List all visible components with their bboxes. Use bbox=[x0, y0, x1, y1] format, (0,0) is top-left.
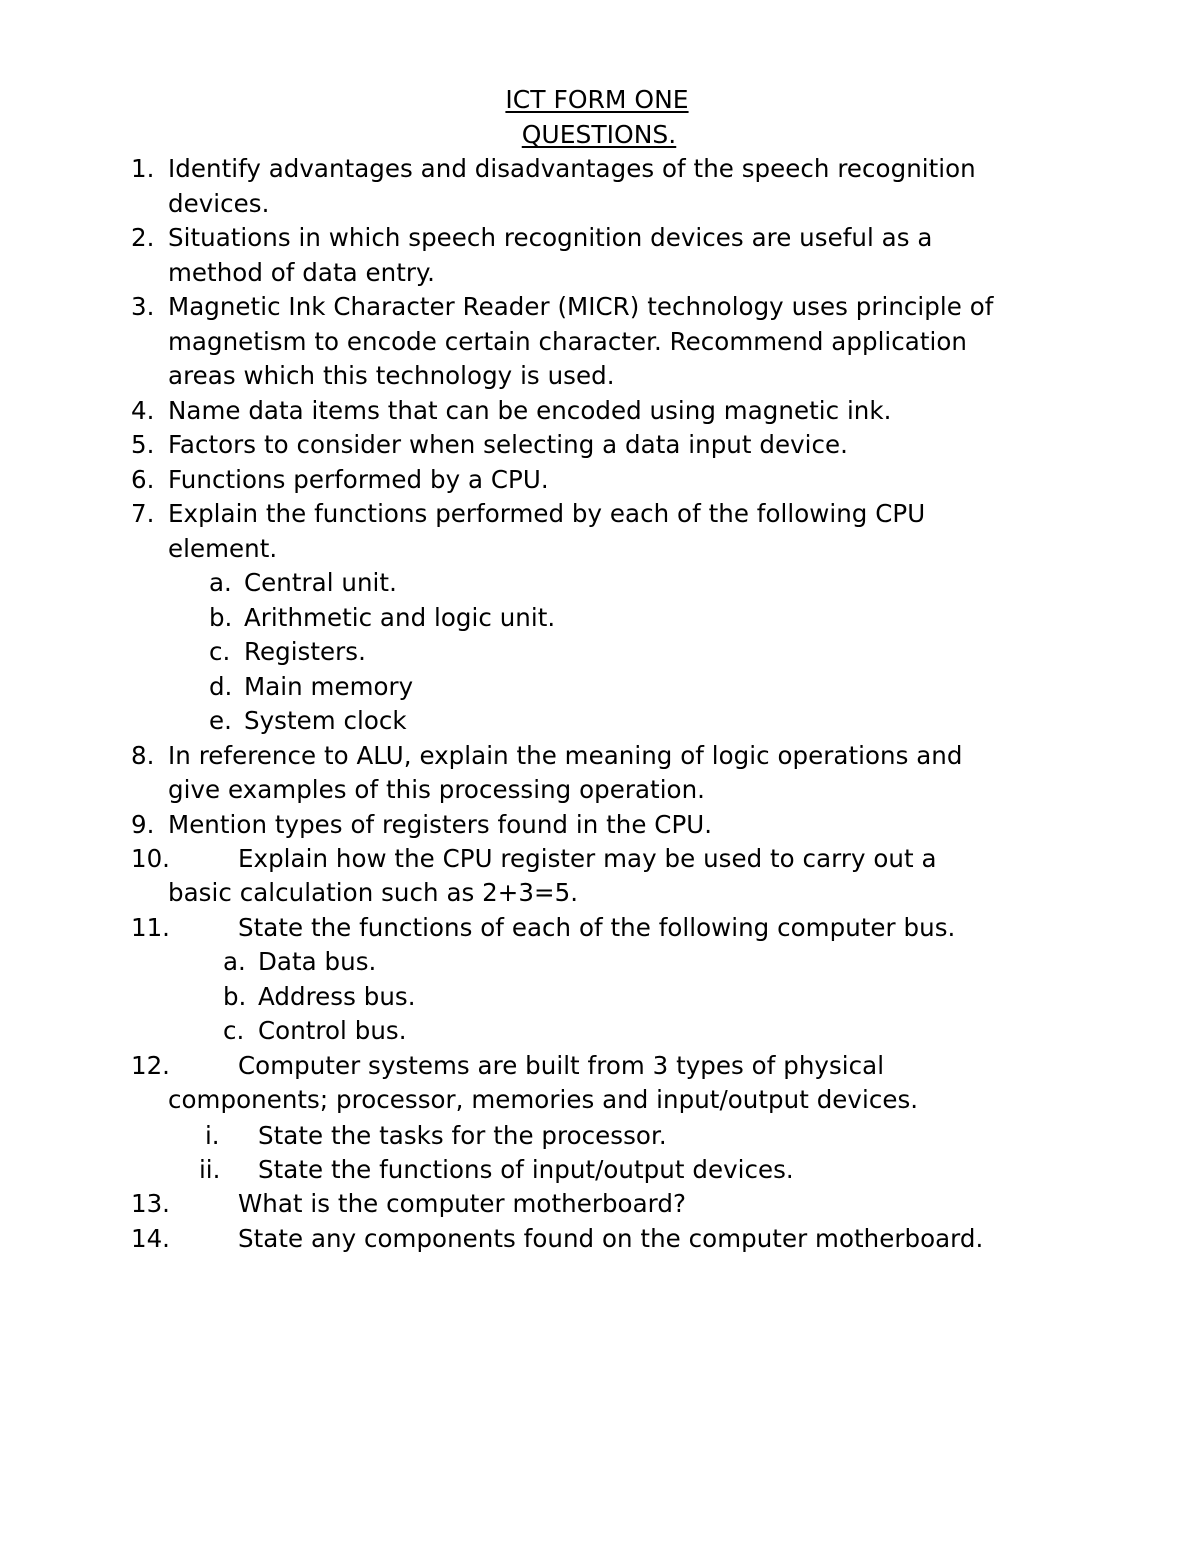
question-text: Explain the functions performed by each of the following CPU bbox=[168, 499, 926, 528]
sub-item-text: Control bus. bbox=[258, 1016, 407, 1045]
sub-item-text: Address bus. bbox=[258, 982, 416, 1011]
question-text: Factors to consider when selecting a data input device. bbox=[168, 430, 848, 459]
question-text: In reference to ALU, explain the meaning of logic operations and bbox=[168, 741, 963, 770]
question-number: 13. bbox=[131, 1189, 170, 1218]
question-number: 3. bbox=[131, 292, 155, 321]
sub-item-text: Registers. bbox=[244, 637, 366, 666]
sub-item-label: b. bbox=[223, 982, 247, 1011]
question-text: Computer systems are built from 3 types of physical bbox=[238, 1051, 885, 1080]
sub-item-label: e. bbox=[209, 706, 232, 735]
question-text: State the functions of each of the following computer bus. bbox=[238, 913, 956, 942]
sub-item-label: i. bbox=[205, 1121, 220, 1150]
sub-item-label: b. bbox=[209, 603, 233, 632]
question-text: Functions performed by a CPU. bbox=[168, 465, 549, 494]
question-number: 10. bbox=[131, 844, 170, 873]
question-number: 9. bbox=[131, 810, 155, 839]
question-number: 11. bbox=[131, 913, 170, 942]
question-text: components; processor, memories and input/output devices. bbox=[168, 1085, 919, 1114]
sub-item-text: Central unit. bbox=[244, 568, 397, 597]
question-number: 6. bbox=[131, 465, 155, 494]
sub-item-label: c. bbox=[209, 637, 231, 666]
question-text: State any components found on the computer motherboard. bbox=[238, 1224, 984, 1253]
sub-item-text: Main memory bbox=[244, 672, 414, 701]
sub-item-text: State the tasks for the processor. bbox=[258, 1121, 667, 1150]
question-text: areas which this technology is used. bbox=[168, 361, 615, 390]
question-text: magnetism to encode certain character. Recommend application bbox=[168, 327, 967, 356]
question-text: devices. bbox=[168, 189, 270, 218]
question-text: Explain how the CPU register may be used to carry out a bbox=[238, 844, 937, 873]
sub-item-text: Arithmetic and logic unit. bbox=[244, 603, 556, 632]
question-text: Mention types of registers found in the CPU. bbox=[168, 810, 713, 839]
document-title: ICT FORM ONE bbox=[505, 85, 689, 114]
question-text: give examples of this processing operation. bbox=[168, 775, 706, 804]
sub-item-label: a. bbox=[223, 947, 246, 976]
sub-item-text: System clock bbox=[244, 706, 407, 735]
sub-item-label: ii. bbox=[199, 1155, 221, 1184]
question-text: Name data items that can be encoded using magnetic ink. bbox=[168, 396, 892, 425]
sub-item-label: d. bbox=[209, 672, 233, 701]
question-text: method of data entry. bbox=[168, 258, 435, 287]
question-text: Magnetic Ink Character Reader (MICR) technology uses principle of bbox=[168, 292, 994, 321]
sub-item-text: State the functions of input/output devices. bbox=[258, 1155, 794, 1184]
question-number: 7. bbox=[131, 499, 155, 528]
question-number: 8. bbox=[131, 741, 155, 770]
question-number: 1. bbox=[131, 154, 155, 183]
sub-item-text: Data bus. bbox=[258, 947, 377, 976]
question-text: basic calculation such as 2+3=5. bbox=[168, 878, 579, 907]
question-text: element. bbox=[168, 534, 278, 563]
sub-item-label: c. bbox=[223, 1016, 245, 1045]
question-number: 12. bbox=[131, 1051, 170, 1080]
question-text: What is the computer motherboard? bbox=[238, 1189, 686, 1218]
question-number: 2. bbox=[131, 223, 155, 252]
document-subtitle: QUESTIONS. bbox=[521, 120, 677, 149]
question-number: 5. bbox=[131, 430, 155, 459]
question-text: Identify advantages and disadvantages of the speech recognition bbox=[168, 154, 976, 183]
sub-item-label: a. bbox=[209, 568, 232, 597]
question-text: Situations in which speech recognition devices are useful as a bbox=[168, 223, 933, 252]
question-number: 4. bbox=[131, 396, 155, 425]
question-number: 14. bbox=[131, 1224, 170, 1253]
